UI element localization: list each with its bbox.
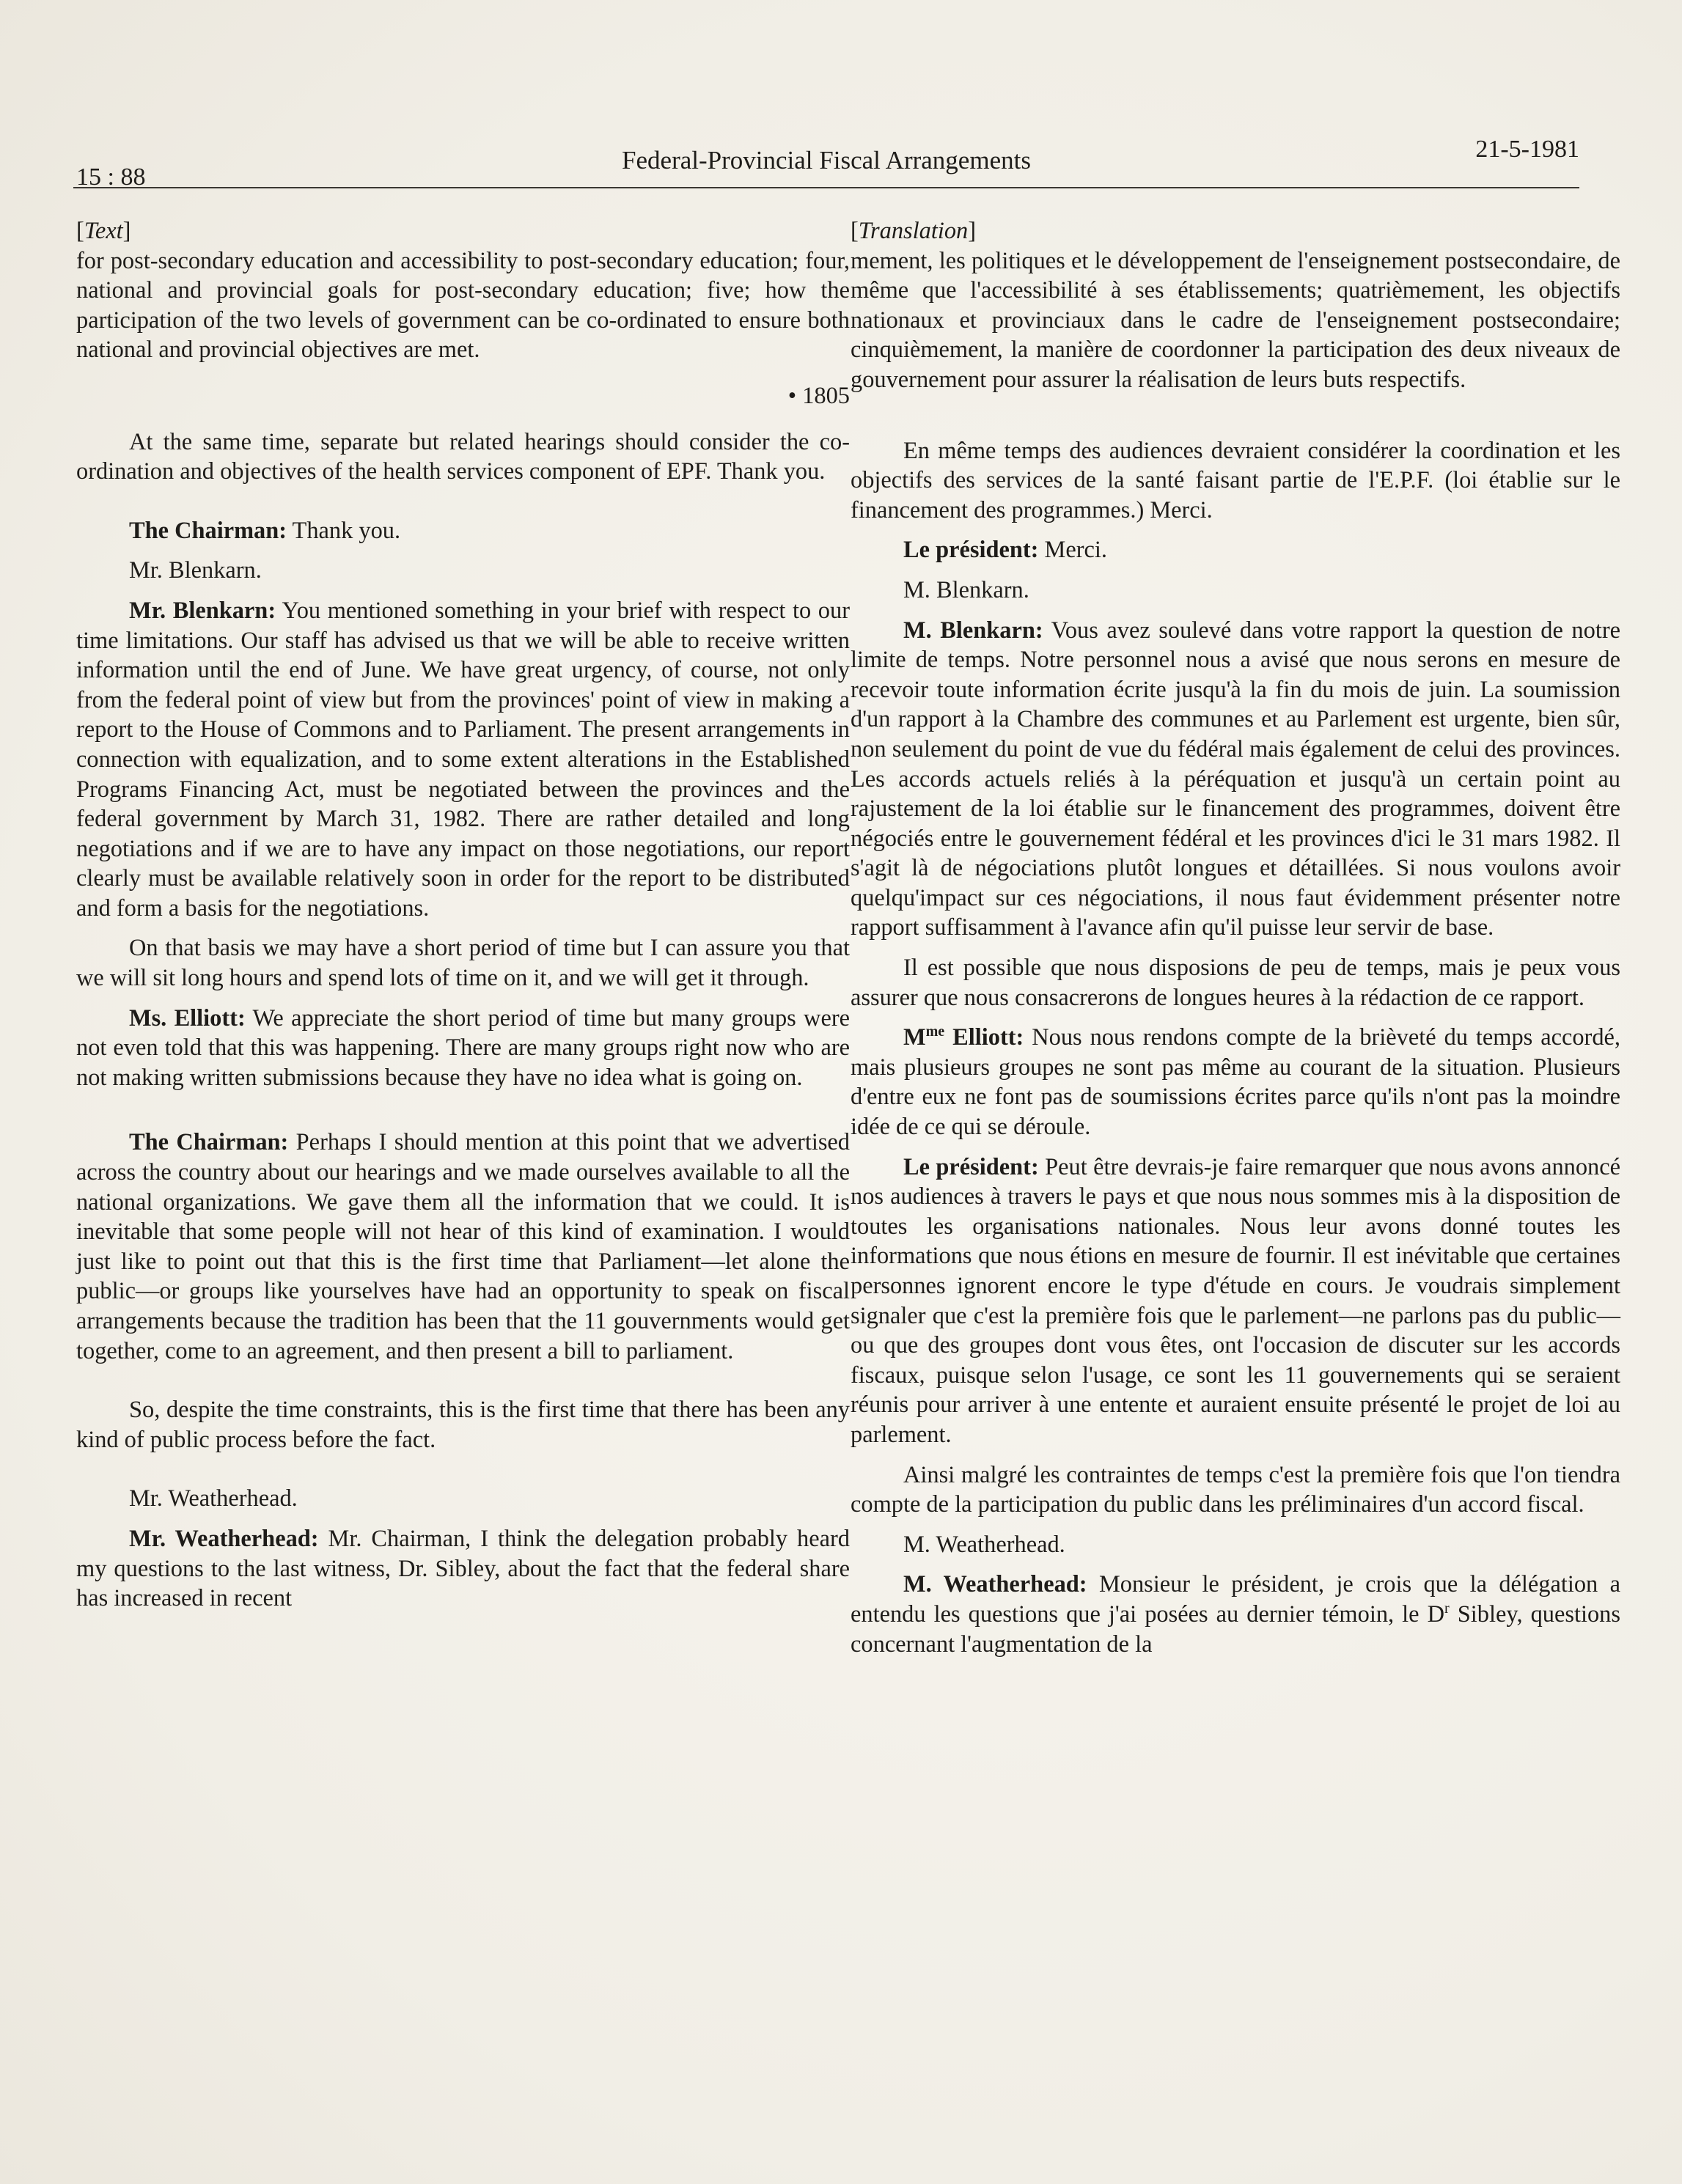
speaker-paragraph: Mr. Blenkarn: You mentioned something in your brief with respect to our time limitations. Our staff has advised us that we will be able to receive written information until the end of June. We have great urgency, of course, not only from the federal point of view but from the provinces' point of view in making a report to the House of Commons and to Parliament. The present arrangements in connection with equalization, and to some extent alterations in the Established Programs Financing Act, must be negotiated between the provinces and the federal government by March 31, 1982. There are rather detailed and long negotiations and if we are to have any impact on those negotiations, our report clearly must be available relatively soon in order for the report to be distributed and form a basis for the negotiations.: [76, 597, 850, 922]
speaker-paragraph: The Chairman: Thank you.: [129, 517, 401, 544]
speaker-name: Mr. Weatherhead:: [129, 1525, 319, 1552]
paragraph: Mr. Weatherhead.: [129, 1485, 298, 1512]
english-column: [76, 216, 850, 1624]
paragraph: On that basis we may have a short period of time but I can assure you that we will sit long hours and spend lots of time on it, and we will get it through.: [76, 935, 850, 992]
paragraph: En même temps des audiences devraient considérer la coordination et les objectifs des services de la santé faisant partie de l'E.P.F. (loi établie sur le financement des programmes.) Merci.: [851, 437, 1620, 523]
speaker-paragraph: Mr. Weatherhead: Mr. Chairman, I think the delegation probably heard my questions to the last witness, Dr. Sibley, about the fact that the federal share has increased in recent: [76, 1525, 850, 1612]
translation-tag: [ Translation ]: [851, 216, 1620, 246]
speaker-name: Mr. Blenkarn:: [129, 597, 276, 624]
speaker-paragraph: Ms. Elliott: We appreciate the short period of time but many groups were not even told that this was happening. There are many groups right now who are not making written submissions because they have no idea what is going on.: [76, 1004, 850, 1091]
speaker-paragraph: The Chairman: Perhaps I should mention at this point that we advertised across the country about our hearings and we made ourselves available to all the national organizations. We gave them all the information that we could. It is inevitable that some people will not hear of this kind of examination. I would just like to point out that this is the first time that Parliament—let alone the public—or groups like yourselves have had an opportunity to speak on fiscal arrangements because the tradition has been that the 11 gouvernments would get together, come to an agreement, and then present a bill to parliament.: [76, 1129, 850, 1364]
page-number: 15 : 88: [76, 163, 146, 191]
paragraph: Il est possible que nous disposions de peu de temps, mais je peux vous assurer que nous consacrerons de longues heures à la rédaction de ce rapport.: [851, 955, 1620, 1011]
running-title: Federal-Provincial Fiscal Arrangements: [622, 146, 1031, 174]
speaker-name: M. Weatherhead:: [903, 1571, 1087, 1598]
speaker-paragraph: M. Weatherhead: Monsieur le président, je crois que la délégation a entendu les questions que j'ai posées au dernier témoin, le $D^r$ Sibley, questions concernant l'augmentation de la: [851, 1571, 1620, 1658]
paragraph: Ainsi malgré les contraintes de temps c'est la première fois que l'on tiendra compte de la participation du public dans les préliminaires d'un accord fiscal.: [851, 1461, 1620, 1518]
speaker-paragraph: $M^{me}$ Elliott: Nous nous rendons compte de la brièveté du temps accordé, mais plusieurs groupes ne sont pas même au courant de la situation. Plusieurs d'entre eux ne font pas de soumissions écrites parce qu'ils n'ont pas la moindre idée de ce qui se déroule.: [851, 1023, 1620, 1141]
french-column: [851, 216, 1620, 1669]
speaker-name: $M^{me}$ Elliott:: [903, 1023, 1024, 1051]
speaker-name: The Chairman:: [129, 1129, 289, 1156]
paragraph: M. Weatherhead.: [903, 1531, 1065, 1558]
paragraph-continuation: mement, les politiques et le développement de l'enseignement postsecondaire, de même que l'accessibilité à ses établissements; quatrièmement, les objectifs nationaux et provinciaux dans le cadre de l'enseignement postsecondaire; cinquièmement, la manière de coordonner la participation des deux niveaux de gouvernement pour assurer la réalisation de leurs buts respectifs.: [851, 247, 1620, 393]
speaker-name: M. Blenkarn:: [903, 617, 1043, 644]
paragraph: At the same time, separate but related hearings should consider the co-ordination and objectives of the health services component of EPF. Thank you.: [76, 428, 850, 485]
time-marker: • 1805: [787, 382, 850, 409]
speaker-name: The Chairman:: [129, 517, 287, 544]
speaker-name: Le président:: [903, 537, 1039, 564]
text-tag: [ Text ]: [76, 216, 850, 246]
speaker-name: Ms. Elliott:: [129, 1004, 246, 1032]
speaker-paragraph: M. Blenkarn: Vous avez soulevé dans votre rapport la question de notre limite de temps. Notre personnel nous a avisé que nous serons en mesure de recevoir toute information écrite jusqu'à la fin du mois de juin. La soumission d'un rapport à la Chambre des communes et au Parlement est urgente, bien sûr, non seulement du point de vue du fédéral mais également de celui des provinces. Les accords actuels reliés à la péréquation et jusqu'à un certain point au rajustement de la loi établie sur le financement des programmes, doivent être négociés entre le gouvernement fédéral et les provinces d'ici le 31 mars 1982. Il s'agit là de négociations plutôt longues et détaillées. Si nous voulons avoir quelqu'impact sur ces négociations, il nous faut évidemment présenter notre rapport suffisamment à l'avance afin qu'il puisse leur servir de base.: [851, 617, 1620, 941]
paragraph: So, despite the time constraints, this is the first time that there has been any kind of public process before the fact.: [76, 1397, 850, 1453]
speaker-paragraph: Le président: Merci.: [903, 537, 1107, 564]
speaker-paragraph: Le président: Peut être devrais-je faire remarquer que nous avons annoncé nos audiences à travers le pays et que nous nous sommes mis à la disposition de toutes les organisations nationales. Nous leur avons donné toutes les informations que nous étions en mesure de fournir. Il est inévitable que certaines personnes ignorent encore le type d'étude en cours. Je voudrais simplement signaler que c'est la première fois que le parlement—ne parlons pas du public—ou que des groupes dont vous êtes, ont l'occasion de discuter sur les accords fiscaux, puisque selon l'usage, ce sont les 11 gouvernements qui se seraient réunis pour arriver à une entente et auraient ensuite présenté le projet de loi au parlement.: [851, 1153, 1620, 1448]
paragraph: M. Blenkarn.: [903, 576, 1029, 603]
paragraph-continuation: for post-secondary education and accessibility to post-secondary education; four, national and provincial goals for post-secondary education; five; how the participation of the two levels of government can be co-ordinated to ensure both national and provincial objectives are met.: [76, 247, 850, 364]
header-date: 21-5-1981: [1475, 136, 1579, 163]
paragraph: Mr. Blenkarn.: [129, 557, 262, 584]
speaker-name: Le président:: [903, 1153, 1039, 1180]
page-header: [73, 136, 1579, 191]
